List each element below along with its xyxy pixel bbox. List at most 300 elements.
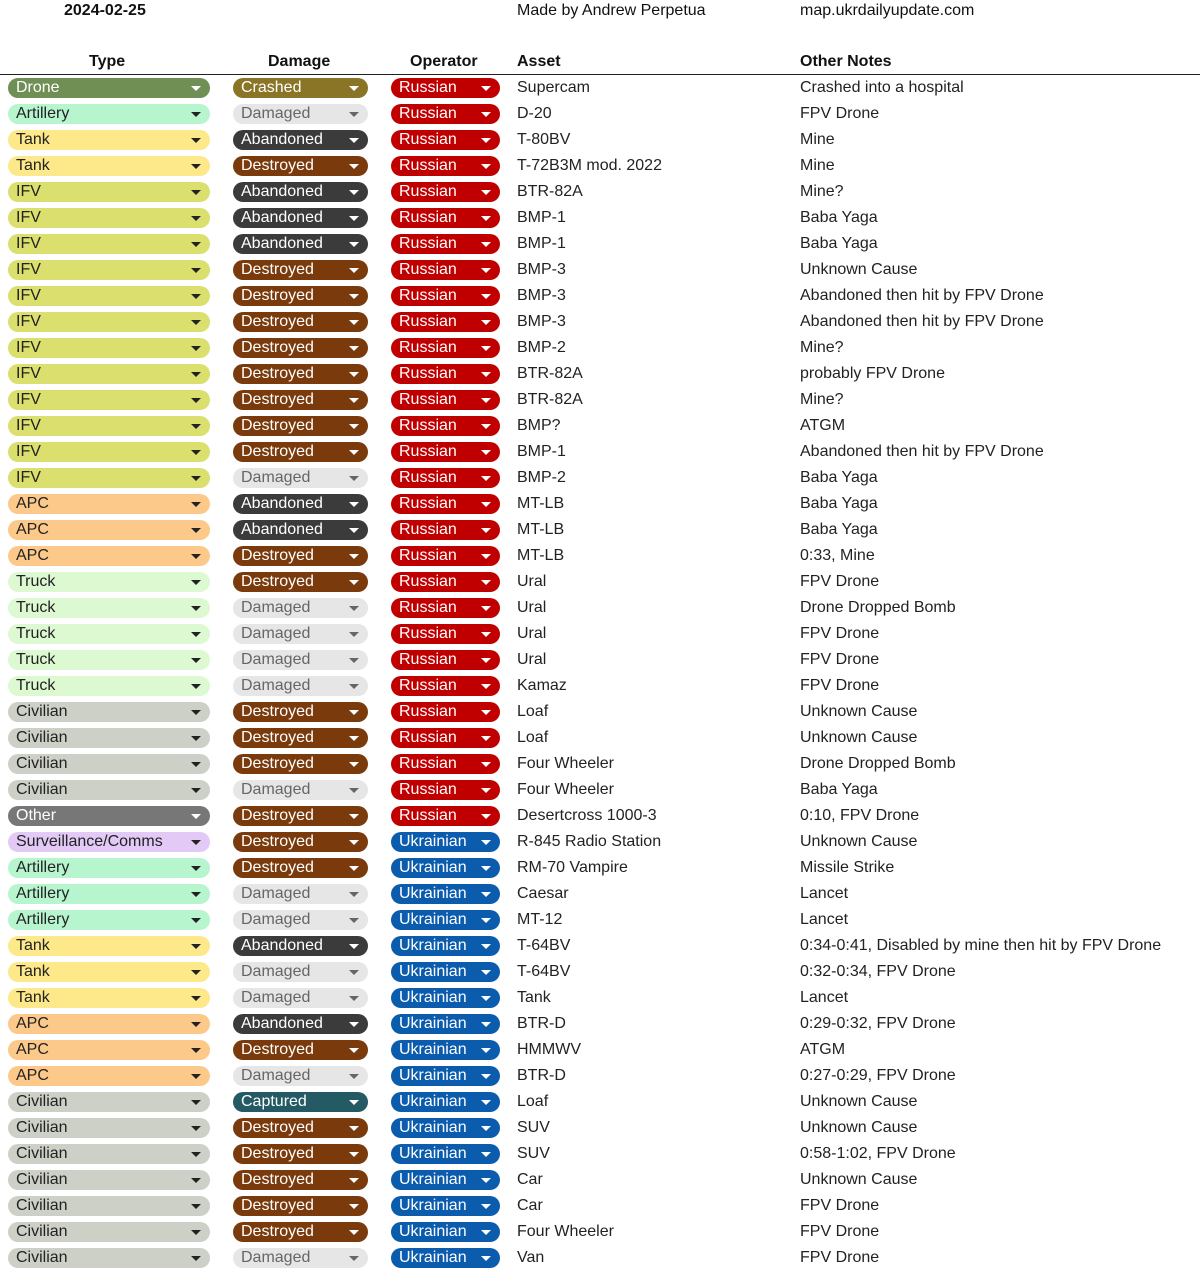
type-dropdown[interactable]: [8, 1170, 210, 1190]
notes-cell: Mine: [800, 157, 835, 174]
operator-dropdown[interactable]: [391, 1248, 500, 1268]
damage-dropdown[interactable]: [233, 494, 368, 514]
type-dropdown[interactable]: [8, 936, 210, 956]
asset-cell: Ural: [517, 599, 547, 616]
type-dropdown-label: Tank: [16, 937, 50, 954]
type-dropdown[interactable]: [8, 988, 210, 1008]
operator-dropdown-label: Russian: [399, 651, 457, 668]
dropdown-arrow-icon: [349, 1100, 359, 1105]
type-dropdown-label: Tank: [16, 131, 50, 148]
type-dropdown[interactable]: [8, 1040, 210, 1060]
notes-cell: Unknown Cause: [800, 261, 918, 278]
dropdown-arrow-icon: [481, 1256, 491, 1261]
operator-dropdown[interactable]: [391, 1222, 500, 1242]
dropdown-arrow-icon: [191, 1022, 201, 1027]
asset-cell: MT-LB: [517, 547, 565, 564]
asset-cell: Van: [517, 1249, 545, 1266]
type-dropdown[interactable]: [8, 1118, 210, 1138]
table-row: [0, 205, 1200, 231]
damage-dropdown[interactable]: [233, 312, 368, 332]
damage-dropdown[interactable]: [233, 572, 368, 592]
dropdown-arrow-icon: [349, 554, 359, 559]
notes-cell: FPV Drone: [800, 1223, 880, 1240]
damage-dropdown[interactable]: [233, 130, 368, 150]
damage-dropdown[interactable]: [233, 156, 368, 176]
damage-dropdown[interactable]: [233, 260, 368, 280]
operator-dropdown[interactable]: [391, 1196, 500, 1216]
notes-cell: Baba Yaga: [800, 495, 878, 512]
operator-dropdown[interactable]: [391, 962, 500, 982]
type-dropdown[interactable]: [8, 910, 210, 930]
notes-cell: Lancet: [800, 911, 849, 928]
column-header-row: [0, 53, 1200, 75]
dropdown-arrow-icon: [349, 996, 359, 1001]
dropdown-arrow-icon: [481, 216, 491, 221]
operator-dropdown[interactable]: [391, 286, 500, 306]
asset-cell: BMP?: [517, 417, 561, 434]
damage-dropdown[interactable]: [233, 1170, 368, 1190]
dropdown-arrow-icon: [191, 1100, 201, 1105]
table-row: [0, 465, 1200, 491]
damage-dropdown[interactable]: [233, 1040, 368, 1060]
damage-dropdown[interactable]: [233, 780, 368, 800]
type-dropdown[interactable]: [8, 416, 210, 436]
damage-dropdown[interactable]: [233, 104, 368, 124]
damage-dropdown[interactable]: [233, 182, 368, 202]
operator-dropdown[interactable]: [391, 442, 500, 462]
operator-dropdown[interactable]: [391, 650, 500, 670]
type-dropdown[interactable]: [8, 208, 210, 228]
operator-dropdown[interactable]: [391, 312, 500, 332]
operator-dropdown[interactable]: [391, 78, 500, 98]
table-row: [0, 283, 1200, 309]
damage-dropdown[interactable]: [233, 806, 368, 826]
dropdown-arrow-icon: [481, 138, 491, 143]
operator-dropdown[interactable]: [391, 1118, 500, 1138]
type-dropdown[interactable]: [8, 338, 210, 358]
damage-dropdown-label: Abandoned: [241, 937, 323, 954]
damage-dropdown-label: Damaged: [241, 911, 311, 928]
table-row: [0, 75, 1200, 101]
operator-dropdown[interactable]: [391, 468, 500, 488]
dropdown-arrow-icon: [481, 866, 491, 871]
dropdown-arrow-icon: [481, 996, 491, 1001]
operator-dropdown-label: Ukrainian: [399, 1119, 467, 1136]
dropdown-arrow-icon: [191, 164, 201, 169]
damage-dropdown-label: Destroyed: [241, 755, 314, 772]
type-dropdown[interactable]: [8, 468, 210, 488]
type-dropdown-label: Civilian: [16, 1145, 68, 1162]
notes-cell: Lancet: [800, 989, 849, 1006]
operator-dropdown[interactable]: [391, 390, 500, 410]
operator-dropdown-label: Russian: [399, 209, 457, 226]
operator-dropdown[interactable]: [391, 572, 500, 592]
dropdown-arrow-icon: [349, 216, 359, 221]
damage-dropdown[interactable]: [233, 936, 368, 956]
type-dropdown-label: IFV: [16, 391, 41, 408]
damage-dropdown[interactable]: [233, 442, 368, 462]
table-row: [0, 647, 1200, 673]
dropdown-arrow-icon: [191, 1230, 201, 1235]
type-dropdown[interactable]: [8, 78, 210, 98]
operator-dropdown[interactable]: [391, 1092, 500, 1112]
operator-dropdown[interactable]: [391, 884, 500, 904]
dropdown-arrow-icon: [191, 320, 201, 325]
operator-dropdown[interactable]: [391, 338, 500, 358]
type-dropdown[interactable]: [8, 234, 210, 254]
operator-dropdown[interactable]: [391, 234, 500, 254]
notes-cell: 0:33, Mine: [800, 547, 875, 564]
type-dropdown-label: Truck: [16, 573, 56, 590]
damage-dropdown[interactable]: [233, 676, 368, 696]
damage-dropdown-label: Captured: [241, 1093, 307, 1110]
type-dropdown[interactable]: [8, 494, 210, 514]
operator-dropdown[interactable]: [391, 702, 500, 722]
type-dropdown[interactable]: [8, 1066, 210, 1086]
type-dropdown[interactable]: [8, 884, 210, 904]
column-header-damage: Damage: [268, 53, 331, 70]
damage-dropdown-label: Damaged: [241, 1067, 311, 1084]
type-dropdown[interactable]: [8, 390, 210, 410]
asset-cell: T-80BV: [517, 131, 571, 148]
type-dropdown[interactable]: [8, 650, 210, 670]
operator-dropdown[interactable]: [391, 182, 500, 202]
type-dropdown[interactable]: [8, 832, 210, 852]
damage-dropdown[interactable]: [233, 520, 368, 540]
dropdown-arrow-icon: [349, 450, 359, 455]
dropdown-arrow-icon: [191, 710, 201, 715]
notes-cell: Unknown Cause: [800, 833, 918, 850]
type-dropdown-label: IFV: [16, 469, 41, 486]
operator-dropdown[interactable]: [391, 832, 500, 852]
type-dropdown[interactable]: [8, 624, 210, 644]
operator-dropdown-label: Ukrainian: [399, 989, 467, 1006]
operator-dropdown[interactable]: [391, 988, 500, 1008]
dropdown-arrow-icon: [191, 528, 201, 533]
type-dropdown-label: Civilian: [16, 1223, 68, 1240]
asset-cell: BMP-1: [517, 209, 566, 226]
damage-dropdown[interactable]: [233, 1066, 368, 1086]
type-dropdown[interactable]: [8, 156, 210, 176]
operator-dropdown[interactable]: [391, 208, 500, 228]
damage-dropdown[interactable]: [233, 416, 368, 436]
type-dropdown[interactable]: [8, 962, 210, 982]
type-dropdown[interactable]: [8, 1144, 210, 1164]
dropdown-arrow-icon: [481, 736, 491, 741]
damage-dropdown[interactable]: [233, 1248, 368, 1268]
operator-dropdown[interactable]: [391, 104, 500, 124]
type-dropdown-label: APC: [16, 1067, 49, 1084]
asset-cell: Supercam: [517, 79, 590, 96]
dropdown-arrow-icon: [349, 398, 359, 403]
dropdown-arrow-icon: [481, 580, 491, 585]
type-dropdown[interactable]: [8, 364, 210, 384]
damage-dropdown[interactable]: [233, 364, 368, 384]
operator-dropdown[interactable]: [391, 858, 500, 878]
damage-dropdown[interactable]: [233, 1118, 368, 1138]
table-row: [0, 1245, 1200, 1271]
table-row: [0, 569, 1200, 595]
type-dropdown-label: APC: [16, 1041, 49, 1058]
asset-cell: BMP-3: [517, 261, 566, 278]
type-dropdown[interactable]: [8, 520, 210, 540]
dropdown-arrow-icon: [191, 86, 201, 91]
damage-dropdown[interactable]: [233, 988, 368, 1008]
damage-dropdown[interactable]: [233, 702, 368, 722]
asset-cell: Four Wheeler: [517, 781, 614, 798]
asset-cell: BTR-82A: [517, 391, 583, 408]
operator-dropdown-label: Ukrainian: [399, 1015, 467, 1032]
dropdown-arrow-icon: [349, 190, 359, 195]
operator-dropdown[interactable]: [391, 1144, 500, 1164]
asset-cell: Ural: [517, 651, 547, 668]
type-dropdown[interactable]: [8, 1222, 210, 1242]
type-dropdown-label: Civilian: [16, 703, 68, 720]
damage-dropdown[interactable]: [233, 650, 368, 670]
operator-dropdown[interactable]: [391, 598, 500, 618]
dropdown-arrow-icon: [481, 294, 491, 299]
type-dropdown[interactable]: [8, 442, 210, 462]
damage-dropdown[interactable]: [233, 1222, 368, 1242]
dropdown-arrow-icon: [349, 970, 359, 975]
type-dropdown[interactable]: [8, 572, 210, 592]
operator-dropdown[interactable]: [391, 546, 500, 566]
operator-dropdown-label: Ukrainian: [399, 859, 467, 876]
type-dropdown[interactable]: [8, 780, 210, 800]
damage-dropdown-label: Destroyed: [241, 157, 314, 174]
notes-cell: Baba Yaga: [800, 521, 878, 538]
operator-dropdown[interactable]: [391, 624, 500, 644]
asset-cell: Car: [517, 1171, 543, 1188]
operator-dropdown[interactable]: [391, 1170, 500, 1190]
operator-dropdown[interactable]: [391, 260, 500, 280]
asset-cell: Kamaz: [517, 677, 567, 694]
table-row: [0, 725, 1200, 751]
dropdown-arrow-icon: [481, 1204, 491, 1209]
dropdown-arrow-icon: [481, 320, 491, 325]
operator-dropdown[interactable]: [391, 1040, 500, 1060]
dropdown-arrow-icon: [481, 944, 491, 949]
dropdown-arrow-icon: [191, 1178, 201, 1183]
type-dropdown[interactable]: [8, 754, 210, 774]
damage-dropdown-label: Destroyed: [241, 261, 314, 278]
asset-cell: MT-LB: [517, 495, 565, 512]
notes-cell: Baba Yaga: [800, 469, 878, 486]
asset-cell: Desertcross 1000-3: [517, 807, 657, 824]
damage-dropdown[interactable]: [233, 1014, 368, 1034]
notes-cell: Baba Yaga: [800, 781, 878, 798]
dropdown-arrow-icon: [481, 1100, 491, 1105]
damage-dropdown-label: Destroyed: [241, 573, 314, 590]
dropdown-arrow-icon: [191, 866, 201, 871]
operator-dropdown[interactable]: [391, 364, 500, 384]
damage-dropdown[interactable]: [233, 962, 368, 982]
operator-dropdown[interactable]: [391, 130, 500, 150]
type-dropdown[interactable]: [8, 858, 210, 878]
operator-dropdown-label: Russian: [399, 235, 457, 252]
damage-dropdown[interactable]: [233, 338, 368, 358]
type-dropdown[interactable]: [8, 1092, 210, 1112]
operator-dropdown[interactable]: [391, 754, 500, 774]
type-dropdown[interactable]: [8, 1014, 210, 1034]
damage-dropdown[interactable]: [233, 1144, 368, 1164]
operator-dropdown[interactable]: [391, 936, 500, 956]
type-dropdown[interactable]: [8, 312, 210, 332]
operator-dropdown[interactable]: [391, 1066, 500, 1086]
operator-dropdown-label: Ukrainian: [399, 937, 467, 954]
type-dropdown-label: Truck: [16, 599, 56, 616]
operator-dropdown[interactable]: [391, 1014, 500, 1034]
damage-dropdown-label: Damaged: [241, 105, 311, 122]
dropdown-arrow-icon: [191, 996, 201, 1001]
damage-dropdown[interactable]: [233, 910, 368, 930]
damage-dropdown-label: Abandoned: [241, 209, 323, 226]
type-dropdown-label: Civilian: [16, 1249, 68, 1266]
dropdown-arrow-icon: [349, 918, 359, 923]
operator-dropdown-label: Ukrainian: [399, 1171, 467, 1188]
table-row: [0, 933, 1200, 959]
operator-dropdown-label: Russian: [399, 573, 457, 590]
damage-dropdown[interactable]: [233, 858, 368, 878]
operator-dropdown[interactable]: [391, 910, 500, 930]
dropdown-arrow-icon: [481, 86, 491, 91]
type-dropdown[interactable]: [8, 286, 210, 306]
damage-dropdown[interactable]: [233, 884, 368, 904]
operator-dropdown-label: Russian: [399, 183, 457, 200]
notes-cell: Unknown Cause: [800, 1093, 918, 1110]
damage-dropdown[interactable]: [233, 624, 368, 644]
type-dropdown[interactable]: [8, 260, 210, 280]
damage-dropdown[interactable]: [233, 286, 368, 306]
damage-dropdown[interactable]: [233, 468, 368, 488]
damage-dropdown[interactable]: [233, 1092, 368, 1112]
type-dropdown[interactable]: [8, 702, 210, 722]
damage-dropdown-label: Damaged: [241, 469, 311, 486]
operator-dropdown-label: Russian: [399, 79, 457, 96]
dropdown-arrow-icon: [481, 450, 491, 455]
damage-dropdown[interactable]: [233, 546, 368, 566]
operator-dropdown-label: Russian: [399, 495, 457, 512]
dropdown-arrow-icon: [481, 346, 491, 351]
notes-cell: Unknown Cause: [800, 1171, 918, 1188]
operator-dropdown[interactable]: [391, 676, 500, 696]
dropdown-arrow-icon: [349, 1204, 359, 1209]
asset-cell: BMP-3: [517, 313, 566, 330]
dropdown-arrow-icon: [191, 242, 201, 247]
damage-dropdown-label: Destroyed: [241, 1223, 314, 1240]
dropdown-arrow-icon: [349, 1230, 359, 1235]
operator-dropdown[interactable]: [391, 806, 500, 826]
type-dropdown-label: Other: [16, 807, 57, 824]
damage-dropdown[interactable]: [233, 1196, 368, 1216]
notes-cell: Unknown Cause: [800, 729, 918, 746]
dropdown-arrow-icon: [481, 658, 491, 663]
operator-dropdown-label: Russian: [399, 729, 457, 746]
operator-dropdown[interactable]: [391, 156, 500, 176]
table-row: [0, 1115, 1200, 1141]
type-dropdown[interactable]: [8, 1248, 210, 1268]
notes-cell: Abandoned then hit by FPV Drone: [800, 313, 1044, 330]
asset-cell: BMP-2: [517, 469, 566, 486]
damage-dropdown[interactable]: [233, 832, 368, 852]
type-dropdown-label: IFV: [16, 313, 41, 330]
damage-dropdown[interactable]: [233, 390, 368, 410]
author-credit: Made by Andrew Perpetua: [517, 2, 706, 19]
type-dropdown[interactable]: [8, 728, 210, 748]
dropdown-arrow-icon: [349, 1178, 359, 1183]
dropdown-arrow-icon: [191, 450, 201, 455]
type-dropdown[interactable]: [8, 546, 210, 566]
dropdown-arrow-icon: [191, 918, 201, 923]
table-row: [0, 1193, 1200, 1219]
asset-cell: BMP-1: [517, 235, 566, 252]
type-dropdown[interactable]: [8, 182, 210, 202]
asset-cell: MT-12: [517, 911, 563, 928]
operator-dropdown-label: Russian: [399, 807, 457, 824]
dropdown-arrow-icon: [191, 372, 201, 377]
damage-dropdown[interactable]: [233, 234, 368, 254]
damage-dropdown[interactable]: [233, 78, 368, 98]
dropdown-arrow-icon: [349, 346, 359, 351]
site-url: map.ukrdailyupdate.com: [800, 2, 975, 19]
operator-dropdown[interactable]: [391, 416, 500, 436]
operator-dropdown[interactable]: [391, 728, 500, 748]
operator-dropdown-label: Ukrainian: [399, 833, 467, 850]
dropdown-arrow-icon: [481, 424, 491, 429]
dropdown-arrow-icon: [481, 528, 491, 533]
type-dropdown-label: APC: [16, 1015, 49, 1032]
type-dropdown[interactable]: [8, 1196, 210, 1216]
asset-cell: Caesar: [517, 885, 569, 902]
dropdown-arrow-icon: [349, 164, 359, 169]
operator-dropdown[interactable]: [391, 520, 500, 540]
type-dropdown-label: IFV: [16, 339, 41, 356]
dropdown-arrow-icon: [349, 1256, 359, 1261]
notes-cell: FPV Drone: [800, 1249, 880, 1266]
type-dropdown[interactable]: [8, 104, 210, 124]
type-dropdown[interactable]: [8, 676, 210, 696]
type-dropdown[interactable]: [8, 130, 210, 150]
damage-dropdown[interactable]: [233, 598, 368, 618]
dropdown-arrow-icon: [349, 424, 359, 429]
dropdown-arrow-icon: [349, 580, 359, 585]
damage-dropdown[interactable]: [233, 208, 368, 228]
operator-dropdown-label: Russian: [399, 131, 457, 148]
notes-cell: FPV Drone: [800, 651, 880, 668]
dropdown-arrow-icon: [481, 1022, 491, 1027]
operator-dropdown[interactable]: [391, 494, 500, 514]
notes-cell: Mine: [800, 131, 835, 148]
dropdown-arrow-icon: [481, 554, 491, 559]
damage-dropdown[interactable]: [233, 728, 368, 748]
dropdown-arrow-icon: [481, 1152, 491, 1157]
type-dropdown[interactable]: [8, 806, 210, 826]
dropdown-arrow-icon: [481, 684, 491, 689]
damage-dropdown-label: Destroyed: [241, 1171, 314, 1188]
notes-cell: Abandoned then hit by FPV Drone: [800, 287, 1044, 304]
dropdown-arrow-icon: [349, 892, 359, 897]
operator-dropdown[interactable]: [391, 780, 500, 800]
table-row: [0, 1089, 1200, 1115]
table-row: [0, 413, 1200, 439]
dropdown-arrow-icon: [481, 788, 491, 793]
type-dropdown-label: Civilian: [16, 755, 68, 772]
type-dropdown[interactable]: [8, 598, 210, 618]
type-dropdown-label: IFV: [16, 235, 41, 252]
damage-dropdown[interactable]: [233, 754, 368, 774]
asset-cell: BMP-1: [517, 443, 566, 460]
dropdown-arrow-icon: [481, 1048, 491, 1053]
